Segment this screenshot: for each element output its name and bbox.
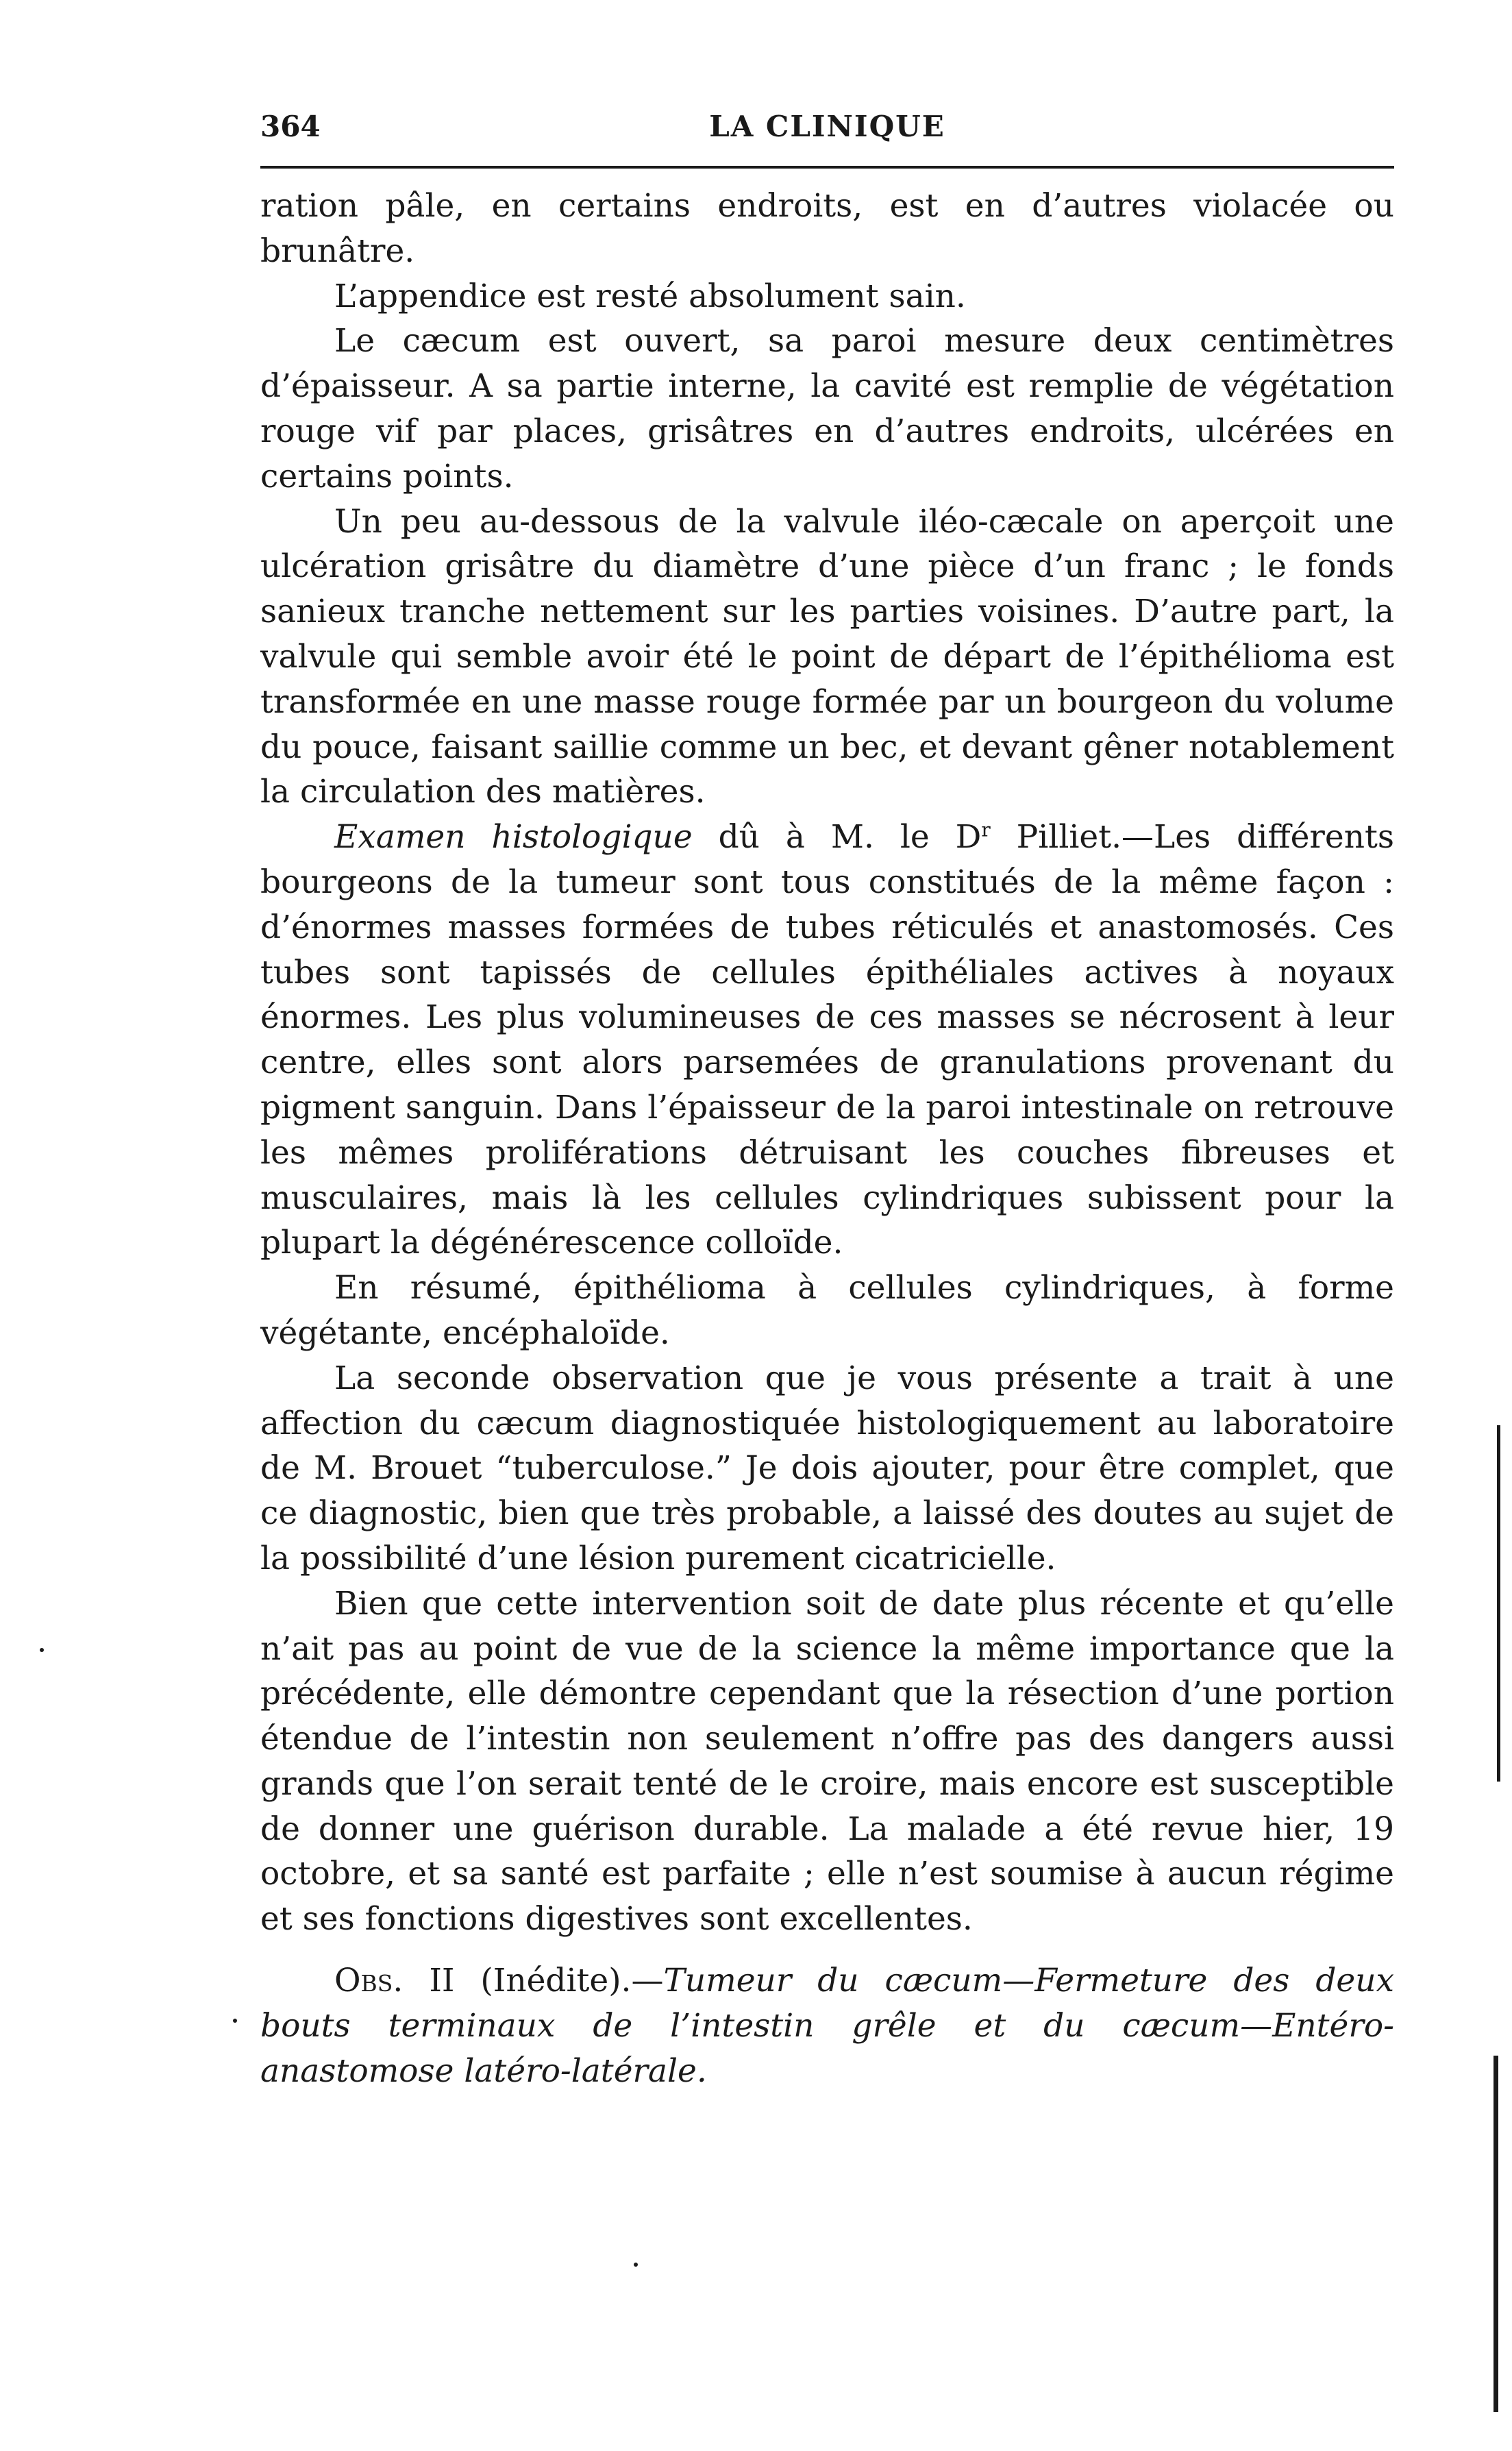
specks [40, 1648, 44, 1652]
journal-title: LA CLINIQUE [709, 110, 945, 143]
paragraph-text: Pilliet.—Les différents bourgeons de la tumeur sont tous constitués de la même façon : d’énormes masses formées de tubes réticulés et anastomosés. Ces tubes sont tapissés de cellules épithéliales actives à noyaux énormes. Les plus volumineuses de ces masses se nécrosent à leur centre, elles sont alors parsemées de granulations provenant du pigment sanguin. Dans l’épaisseur de la paroi intestinale on retrouve les mêmes proliférations détruisant les couches fibreuses et musculaires, mais là les cellules cylindriques subissent pour la plupart la dégénérescence colloïde. [260, 818, 1394, 1262]
article-body [260, 184, 1394, 2093]
specks [233, 2019, 237, 2023]
paragraph: La seconde observation que je vous présente a trait à une affection du cæcum diagnostiquée histologiquement au laboratoire de M. Brouet “tuberculose.” Je dois ajouter, pour être complet, que ce diagnostic, bien que très probable, a laissé des doutes au sujet de la possibilité d’une lésion purement cicatricielle. [260, 1359, 1394, 1577]
scan-edge-mark [1497, 1425, 1500, 1782]
lead-after: dû à M. le D [692, 818, 982, 857]
italic-lead: Examen histologique [334, 818, 693, 857]
paragraph: Un peu au-dessous de la valvule iléo-cæcale on aperçoit une ulcération grisâtre du diamètre d’une pièce d’un franc ; le fonds sanieux tranche nettement sur les parties voisines. D’autre part, la valvule qui semble avoir été le point de départ de l’épithélioma est transformée en une masse rouge formée par un bourgeon du volume du pouce, faisant saillie comme un bec, et devant gêner notablement la circulation des matières. [260, 502, 1394, 811]
paragraph: ration pâle, en certains endroits, est en d’autres violacée ou brunâtre. [260, 187, 1394, 270]
paragraph: Le cæcum est ouvert, sa paroi mesure deux centimètres d’épaisseur. A sa partie interne, la cavité est remplie de végétation rouge vif par places, grisâtres en d’autres endroits, ulcérées en certains points. [260, 322, 1394, 495]
specks [634, 2263, 638, 2267]
paragraph: L’appendice est resté absolument sain. [334, 277, 966, 315]
observation-title: Tumeur du cæcum—Fermeture des deux bouts terminaux de l’intestin grêle et du cæcum—Entéro-anastomose latéro-latérale. [260, 1962, 1394, 2090]
paragraph-histology [260, 815, 1394, 1266]
paragraph: Bien que cette intervention soit de date plus récente et qu’elle n’ait pas au point de vue de la science la même importance que la précédente, elle démontre cependant que la résection d’une portion étendue de l’intestin non seulement n’offre pas des dangers aussi grands que l’on serait tenté de le croire, mais encore est susceptible de donner une guérison durable. La malade a été revue hier, 19 octobre, et sa santé est parfaite ; elle n’est soumise à aucun régime et ses fonctions digestives sont excellentes. [260, 1584, 1394, 1938]
superscript: r [981, 818, 991, 841]
paragraph: En résumé, épithélioma à cellules cylindriques, à forme végétante, encéphaloïde. [260, 1269, 1394, 1352]
scan-edge-mark [1494, 2056, 1498, 2412]
observation-label: Obs. [334, 1962, 404, 2000]
running-head [260, 110, 1394, 158]
observation-heading [260, 1958, 1394, 2093]
header-rule [260, 166, 1394, 169]
page-number: 364 [260, 110, 321, 143]
observation-numeral: II (Inédite).— [403, 1962, 664, 2000]
document-page [260, 110, 1394, 2093]
